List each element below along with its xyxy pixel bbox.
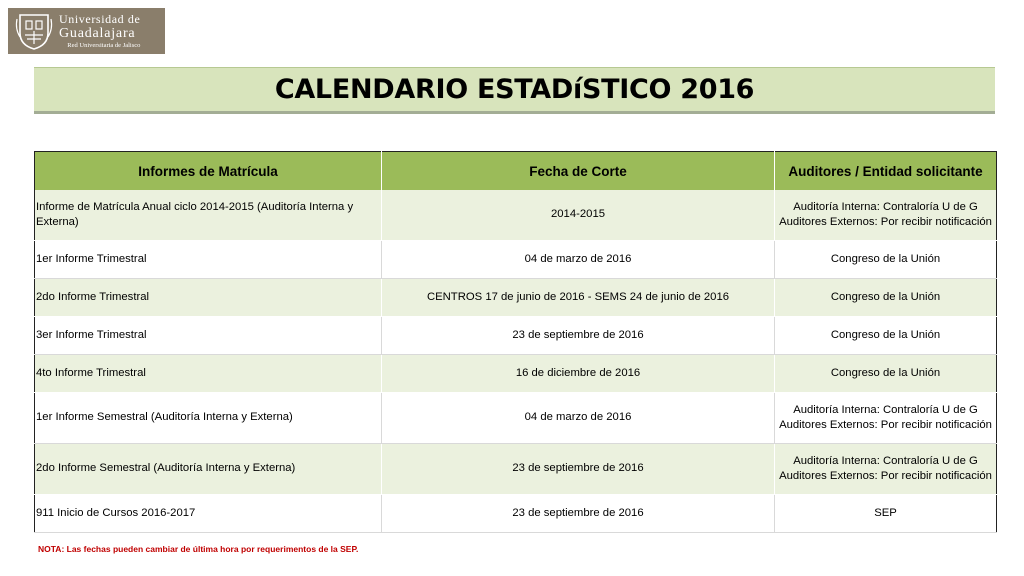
cell-informe: 2do Informe Semestral (Auditoría Interna y Externa) <box>35 444 382 495</box>
cell-fecha: 23 de septiembre de 2016 <box>382 495 775 533</box>
cell-informe: 1er Informe Trimestral <box>35 241 382 279</box>
cell-informe: 2do Informe Trimestral <box>35 279 382 317</box>
cell-auditores <box>775 393 997 444</box>
university-logo <box>8 8 165 54</box>
page-title: CALENDARIO ESTADíSTICO 2016 <box>274 74 755 105</box>
cell-fecha: 23 de septiembre de 2016 <box>382 444 775 495</box>
table-row <box>35 393 997 444</box>
university-seal-icon <box>14 11 54 51</box>
logo-line-1: Universidad de <box>59 11 141 26</box>
cell-informe: 3er Informe Trimestral <box>35 317 382 355</box>
cell-fecha: 16 de diciembre de 2016 <box>382 355 775 393</box>
cell-fecha: 04 de marzo de 2016 <box>382 393 775 444</box>
table-header-row <box>35 152 997 191</box>
column-header-informes: Informes de Matrícula <box>35 152 382 191</box>
cell-informe: Informe de Matrícula Anual ciclo 2014-2015 (Auditoría Interna y Externa) <box>35 190 382 241</box>
column-header-auditores: Auditores / Entidad solicitante <box>775 152 997 191</box>
auditor-line: Auditores Externos: Por recibir notificación <box>779 470 992 482</box>
table-row <box>35 444 997 495</box>
auditor-line: Auditoría Interna: Contraloría U de G <box>793 200 978 213</box>
cell-auditores: Congreso de la Unión <box>775 355 997 393</box>
cell-fecha: CENTROS 17 de junio de 2016 - SEMS 24 de junio de 2016 <box>382 279 775 317</box>
title-band <box>34 67 995 114</box>
table-row <box>35 190 997 241</box>
table-row <box>35 495 997 533</box>
table-row <box>35 241 997 279</box>
footnote: NOTA: Las fechas pueden cambiar de última hora por requerimentos de la SEP. <box>38 544 359 554</box>
table-row <box>35 317 997 355</box>
cell-auditores: SEP <box>775 495 997 533</box>
calendar-table <box>34 151 997 533</box>
cell-informe: 1er Informe Semestral (Auditoría Interna y Externa) <box>35 393 382 444</box>
cell-auditores <box>775 190 997 241</box>
cell-fecha: 2014-2015 <box>382 190 775 241</box>
logo-line-2: Guadalajara <box>59 25 136 41</box>
logo-line-3: Red Universitaria de Jalisco <box>67 41 141 49</box>
cell-informe: 911 Inicio de Cursos 2016-2017 <box>35 495 382 533</box>
table-row <box>35 355 997 393</box>
cell-fecha: 04 de marzo de 2016 <box>382 241 775 279</box>
cell-auditores <box>775 444 997 495</box>
auditor-line: Auditores Externos: Por recibir notificación <box>779 419 992 431</box>
cell-auditores: Congreso de la Unión <box>775 241 997 279</box>
table-row <box>35 279 997 317</box>
column-header-fecha: Fecha de Corte <box>382 152 775 191</box>
cell-fecha: 23 de septiembre de 2016 <box>382 317 775 355</box>
auditor-line: Auditoría Interna: Contraloría U de G <box>793 454 978 467</box>
cell-auditores: Congreso de la Unión <box>775 317 997 355</box>
cell-informe: 4to Informe Trimestral <box>35 355 382 393</box>
auditor-line: Auditoría Interna: Contraloría U de G <box>793 403 978 416</box>
auditor-line: Auditores Externos: Por recibir notificación <box>779 216 992 228</box>
cell-auditores: Congreso de la Unión <box>775 279 997 317</box>
